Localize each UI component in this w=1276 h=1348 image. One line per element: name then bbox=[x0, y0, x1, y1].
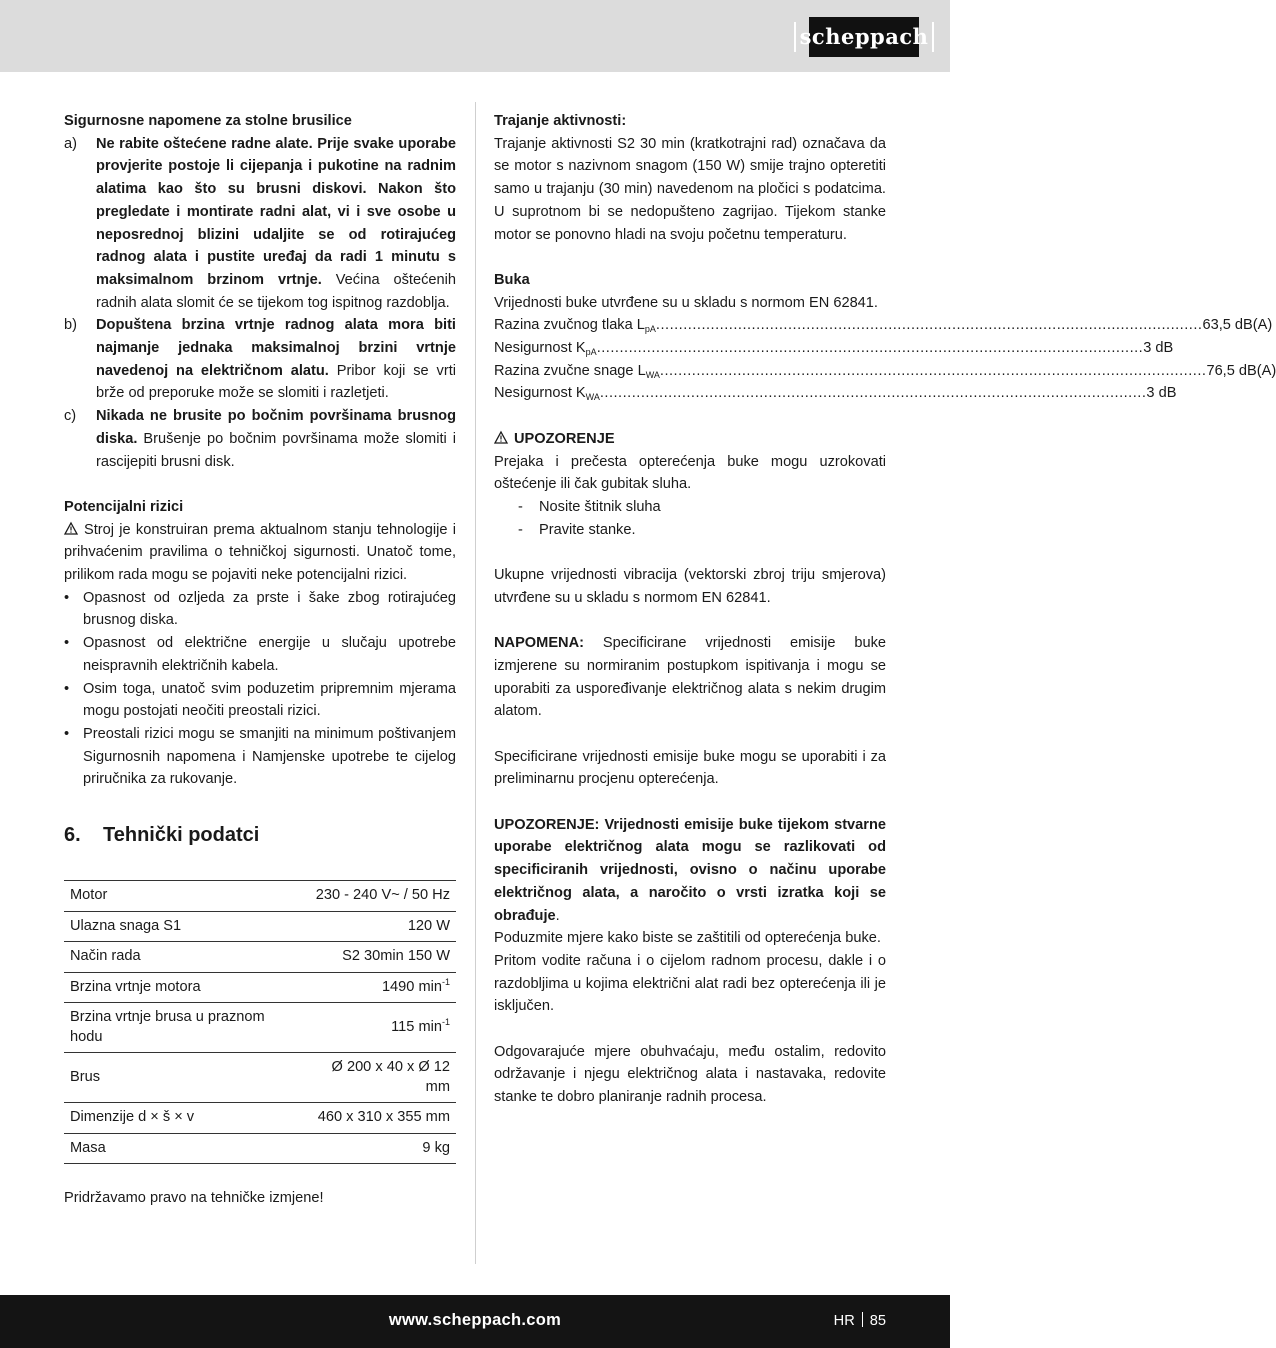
warning1-heading bbox=[494, 428, 886, 451]
right-column bbox=[494, 110, 1276, 1109]
spec-value-sup: -1 bbox=[441, 976, 450, 987]
noise-title: Buka bbox=[494, 271, 530, 288]
noise-label-text: Razina zvučnog tlaka L bbox=[494, 317, 645, 334]
spec-value-text: 115 min bbox=[391, 1019, 442, 1036]
noise-value: 76,5 dB(A) bbox=[1206, 362, 1276, 379]
page-indicator bbox=[834, 1310, 886, 1333]
dot-leader: ........................................................................................................................ bbox=[659, 362, 1207, 379]
warning2-p2: Pritom vodite računa i o cijelom radnom procesu, dakle i o razdobljima u kojima električni alat radi bez opterećenja ili je isključen. bbox=[494, 952, 886, 1015]
noise-label bbox=[494, 382, 600, 405]
note-label: NAPOMENA: bbox=[494, 635, 584, 652]
noise-label bbox=[494, 337, 597, 360]
safety-item-bold: Dopuštena brzina vrtnje radnog alata mora biti najmanje jednaka maksimalnoj brzini vrtnje navedenoj na električnom alatu. bbox=[96, 317, 456, 379]
safety-item-normal: Većina oštećenih radnih alata slomit će se tijekom tog ispitnog razdoblja. bbox=[96, 271, 456, 311]
footer-band bbox=[0, 1295, 950, 1348]
section-title: Tehnički podatci bbox=[103, 823, 260, 846]
noise-label-sub: pA bbox=[644, 324, 656, 335]
spec-label: Brzina vrtnje brusa u praznom hodu bbox=[64, 1003, 301, 1053]
page-number: 85 bbox=[869, 1313, 886, 1329]
spec-row bbox=[64, 911, 456, 942]
spec-value bbox=[301, 911, 456, 942]
spec-row bbox=[64, 972, 456, 1003]
safety-items bbox=[64, 133, 456, 474]
noise-intro: Vrijednosti buke utvrđene su u skladu s normom EN 62841. bbox=[494, 294, 878, 311]
safety-item-label: a) bbox=[64, 135, 77, 152]
reserve-note: Pridržavamo pravo na tehničke izmjene! bbox=[64, 1190, 324, 1207]
spec-row bbox=[64, 942, 456, 973]
risk-item bbox=[64, 678, 456, 723]
safety-item-normal: Brušenje po bočnim površinama može slomiti i rascijepiti brusni disk. bbox=[96, 430, 456, 470]
spec-value-text: 1490 min bbox=[381, 978, 442, 995]
safety-item-text bbox=[96, 314, 456, 405]
noise-label-text: Nesigurnost K bbox=[494, 385, 586, 402]
column-divider bbox=[475, 102, 476, 1264]
noise-value: 3 dB bbox=[1146, 385, 1177, 402]
spec-value bbox=[301, 942, 456, 973]
spec-value bbox=[301, 1133, 456, 1164]
warning1-text: Prejaka i prečesta opterećenja buke mogu uzrokovati oštećenje ili čak gubitak sluha. bbox=[494, 453, 886, 493]
spec-value bbox=[301, 972, 456, 1003]
spec-value bbox=[301, 1053, 456, 1103]
noise-label-sub: WA bbox=[645, 369, 660, 380]
footer-url[interactable]: www.scheppach.com bbox=[388, 1311, 562, 1329]
warning2-paragraph bbox=[494, 814, 886, 928]
spec-value-text: 460 x 310 x 355 mm bbox=[317, 1109, 450, 1126]
noise-row bbox=[494, 382, 1177, 405]
risk-text: Preostali rizici mogu se smanjiti na minimum poštivanjem Sigurnosnih napomena i Namjenske upotrebe te cijelog priručnika za rukovanje. bbox=[83, 725, 456, 788]
risk-text: Osim toga, unatoč svim poduzetim pripremnim mjerama mogu postojati neočiti preostali rizici. bbox=[83, 680, 456, 720]
safety-item bbox=[64, 314, 456, 405]
noise-label-sub: pA bbox=[585, 347, 597, 358]
spec-value-text: 230 - 240 V~ / 50 Hz bbox=[315, 887, 450, 904]
warning1-item bbox=[494, 496, 886, 519]
spec-value bbox=[301, 1103, 456, 1134]
spec-value bbox=[301, 881, 456, 912]
page-separator bbox=[862, 1312, 863, 1327]
warning2-p1: Poduzmite mjere kako biste se zaštitili od opterećenja buke. bbox=[494, 930, 881, 947]
spec-label: Dimenzije d × š × v bbox=[64, 1103, 301, 1134]
spec-table bbox=[64, 880, 456, 1164]
warning1-list bbox=[494, 496, 886, 541]
spec-row bbox=[64, 1053, 456, 1103]
bullet-icon: • bbox=[64, 725, 70, 742]
warning1-item-text: Nosite štitnik sluha bbox=[539, 498, 661, 515]
duty-title: Trajanje aktivnosti: bbox=[494, 113, 627, 129]
spec-value-text: 9 kg bbox=[422, 1139, 450, 1156]
noise-value: 3 dB bbox=[1143, 340, 1174, 357]
note2-text: Specificirane vrijednosti emisije buke mogu se uporabiti i za preliminarnu procjenu opterećenja. bbox=[494, 748, 886, 788]
risks-intro-text: Stroj je konstruiran prema aktualnom stanju tehnologije i prihvaćenim pravilima o tehničkoj sigurnosti. Unatoč tome, prilikom rada mogu se pojaviti neke potencijalni rizici. bbox=[64, 521, 456, 584]
spec-row bbox=[64, 881, 456, 912]
safety-item bbox=[64, 133, 456, 315]
spec-row bbox=[64, 1133, 456, 1164]
safety-item-label: b) bbox=[64, 317, 77, 334]
risk-item bbox=[64, 587, 456, 632]
risks-intro bbox=[64, 519, 456, 587]
spec-value-text: S2 30min 150 W bbox=[342, 948, 450, 965]
dash-icon: - bbox=[518, 498, 523, 515]
warning1-title: UPOZORENJE bbox=[514, 430, 615, 447]
vibration-text: Ukupne vrijednosti vibracija (vektorski zbroj triju smjerova) utvrđene su u skladu s normom EN 62841. bbox=[494, 567, 886, 606]
noise-values bbox=[494, 314, 1276, 405]
bullet-icon: • bbox=[64, 635, 70, 652]
spec-value-text: Ø 200 x 40 x Ø 12 mm bbox=[331, 1059, 450, 1095]
noise-row bbox=[494, 337, 1174, 360]
section-number: 6. bbox=[64, 823, 81, 846]
risk-item bbox=[64, 632, 456, 677]
bullet-icon: • bbox=[64, 680, 70, 697]
dot-leader: ........................................................................................................................ bbox=[599, 385, 1147, 402]
warning1-item bbox=[494, 519, 886, 542]
noise-label bbox=[494, 314, 656, 337]
risk-text: Opasnost od ozljeda za prste i šake zbog rotirajućeg brusnog diska. bbox=[83, 589, 456, 629]
spec-label: Brus bbox=[64, 1053, 301, 1103]
warning2-bold: UPOZORENJE: Vrijednosti emisije buke tijekom stvarne uporabe električnog alata mogu se razlikovati od specificiranih vrijednosti, ovisno o načinu uporabe električnog alata, a naročito o vrsti izratka koji se obrađuje bbox=[494, 816, 886, 924]
warning-triangle-icon bbox=[64, 522, 78, 535]
scheppach-logo bbox=[799, 17, 929, 57]
dot-leader: ........................................................................................................................ bbox=[655, 317, 1203, 334]
spec-label: Masa bbox=[64, 1133, 301, 1164]
noise-row bbox=[494, 314, 1273, 337]
safety-item-text bbox=[96, 405, 456, 473]
safety-item-normal: Pribor koji se vrti brže od preporuke može se slomiti i razletjeti. bbox=[96, 362, 456, 402]
risks-list bbox=[64, 587, 456, 791]
warning2-period: . bbox=[555, 907, 560, 924]
spec-label: Način rada bbox=[64, 942, 301, 973]
risk-item bbox=[64, 723, 456, 791]
safety-item bbox=[64, 405, 456, 473]
spec-value bbox=[301, 1003, 456, 1053]
warning1-item-text: Pravite stanke. bbox=[539, 521, 636, 538]
spec-row bbox=[64, 1003, 456, 1053]
noise-label-sub: WA bbox=[585, 392, 600, 403]
measures-text: Odgovarajuće mjere obuhvaćaju, među ostalim, redovito održavanje i njegu električnog alata i nastavaka, redovite stanke te dobro planiranje radnih procesa. bbox=[494, 1043, 886, 1106]
language-code: HR bbox=[833, 1313, 855, 1329]
section-heading bbox=[64, 824, 456, 847]
safety-item-bold: Ne rabite oštećene radne alate. Prije svake uporabe provjerite postoje li cijepanja i pukotine na radnim alatima kao što su brusni diskovi. Nakon što pregledate i montirate radni alat, vi i sve osobe u neposrednoj blizini udaljite se od rotirajućeg radnog alata i pustite uređaj da radi 1 minutu s maksimalnom brzinom vrtnje. bbox=[96, 135, 456, 288]
dash-icon: - bbox=[518, 521, 523, 538]
note-text: Specificirane vrijednosti emisije buke izmjerene su normiranim postupkom ispitivanja i mogu se uporabiti za uspoređivanje električnog alata s nekim drugim alatom. bbox=[494, 635, 886, 720]
logo-text: scheppach bbox=[794, 22, 935, 52]
bullet-icon: • bbox=[64, 589, 70, 606]
noise-label-text: Nesigurnost K bbox=[494, 340, 586, 357]
noise-label-text: Razina zvučne snage L bbox=[494, 362, 646, 379]
noise-label bbox=[494, 360, 660, 383]
left-column bbox=[64, 110, 456, 1210]
spec-value-sup: -1 bbox=[441, 1017, 450, 1028]
safety-item-bold: Nikada ne brusite po bočnim površinama brusnog diska. bbox=[96, 408, 456, 447]
safety-item-label: c) bbox=[64, 408, 77, 425]
warning-triangle-icon bbox=[494, 431, 508, 444]
spec-label: Ulazna snaga S1 bbox=[64, 911, 301, 942]
spec-label: Motor bbox=[64, 881, 301, 912]
risk-text: Opasnost od električne energije u slučaju upotrebe neispravnih električnih kabela. bbox=[83, 635, 456, 674]
safety-item-text bbox=[96, 133, 456, 315]
note-paragraph bbox=[494, 632, 886, 723]
noise-value: 63,5 dB(A) bbox=[1202, 317, 1273, 334]
spec-label: Brzina vrtnje motora bbox=[64, 972, 301, 1003]
dot-leader: ........................................................................................................................ bbox=[596, 340, 1144, 357]
safety-title: Sigurnosne napomene za stolne brusilice bbox=[64, 113, 352, 129]
spec-value-text: 120 W bbox=[407, 917, 450, 934]
duty-text: Trajanje aktivnosti S2 30 min (kratkotrajni rad) označava da se motor s nazivnom snagom (150 W) smije trajno opteretiti samo u trajanju (30 min) navedenom na pločici s podatcima. U suprotnom bi se nedopušteno zagrijao. Tijekom stanke motor se ponovno hladi na svoju početnu temperaturu. bbox=[494, 135, 886, 243]
noise-row bbox=[494, 360, 1276, 383]
spec-row bbox=[64, 1103, 456, 1134]
risks-title: Potencijalni rizici bbox=[64, 498, 184, 515]
